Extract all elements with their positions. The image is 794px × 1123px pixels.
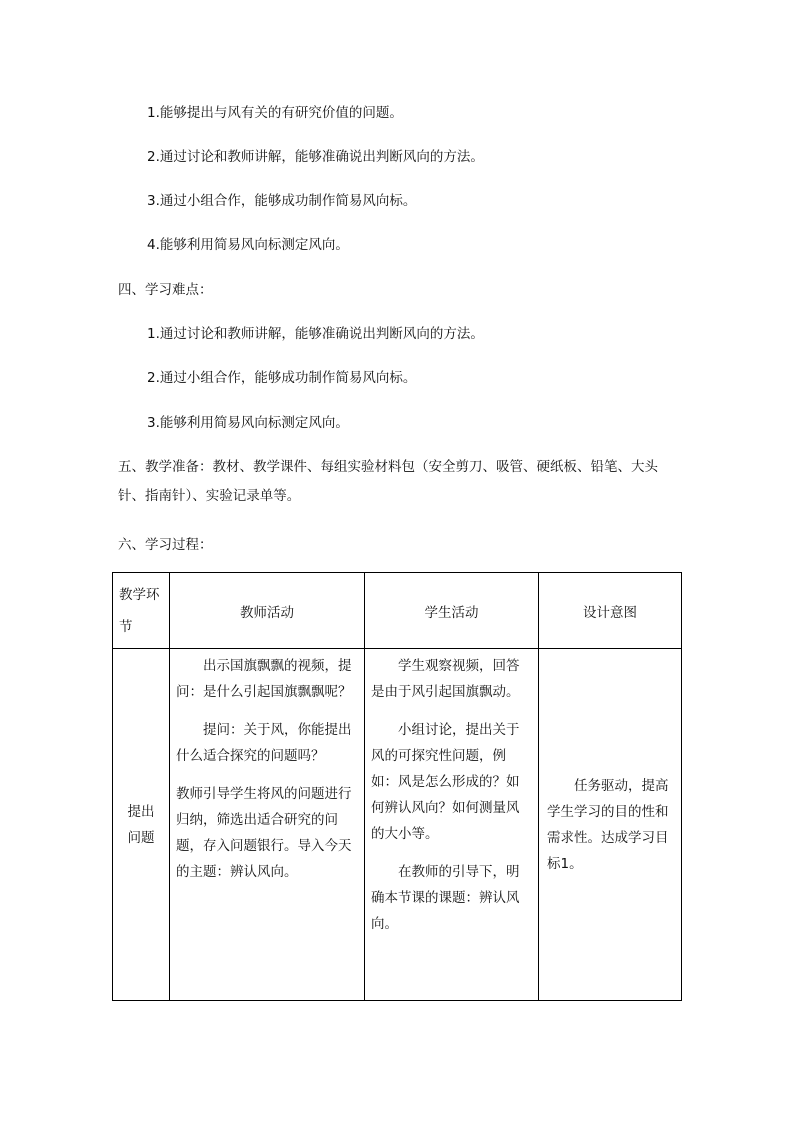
difficulty-3: 3.能够利用简易风向标测定风向。 (147, 415, 349, 431)
design-paragraph: 任务驱动，提高学生学习的目的性和需求性。达成学习目标1。 (547, 777, 669, 872)
lesson-process-table (112, 572, 682, 1001)
design-intent-cell (539, 649, 682, 1001)
teacher-paragraph-3: 教师引导学生将风的问题进行归纳，筛选出适合研究的问题，存入问题银行。导入今天的主题：辨认风向。 (176, 786, 352, 880)
difficulty-1: 1.通过讨论和教师讲解，能够准确说出判断风向的方法。 (147, 326, 484, 342)
table-header-row (113, 573, 682, 649)
student-paragraph-2: 小组讨论，提出关于风的可探究性问题，例如：风是怎么形成的？如何辨认风向？如何测量风的大小等。 (371, 722, 520, 842)
objective-1: 1.能够提出与风有关的有研究价值的问题。 (147, 105, 403, 121)
student-paragraph-3: 在教师的引导下，明确本节课的课题：辨认风向。 (371, 864, 520, 932)
difficulties-heading: 四、学习难点： (118, 282, 213, 298)
header-teacher-activity: 教师活动 (170, 573, 365, 649)
difficulty-2: 2.通过小组合作，能够成功制作简易风向标。 (147, 370, 417, 386)
stage-label: 提出问题 (127, 803, 155, 846)
objective-3: 3.通过小组合作，能够成功制作简易风向标。 (147, 193, 417, 209)
teacher-paragraph-1: 出示国旗飘飘的视频，提问：是什么引起国旗飘飘呢？ (176, 658, 352, 700)
student-activity-cell (365, 649, 539, 1001)
header-student-activity: 学生活动 (365, 573, 539, 649)
student-paragraph-1: 学生观察视频，回答是由于风引起国旗飘动。 (371, 658, 520, 700)
header-stage: 教学环节 (113, 573, 170, 649)
table-row (113, 649, 682, 1001)
objective-2: 2.通过讨论和教师讲解，能够准确说出判断风向的方法。 (147, 149, 484, 165)
teacher-paragraph-2: 提问：关于风，你能提出什么适合探究的问题吗？ (176, 722, 352, 764)
teacher-activity-cell (170, 649, 365, 1001)
header-design-intent: 设计意图 (539, 573, 682, 649)
preparation-paragraph: 五、教学准备：教材、教学课件、每组实验材料包（安全剪刀、吸管、硬纸板、铅笔、大头针、指南针）、实验记录单等。 (118, 459, 658, 504)
process-heading: 六、学习过程： (118, 537, 213, 553)
stage-cell (113, 649, 170, 1001)
objective-4: 4.能够利用简易风向标测定风向。 (147, 237, 349, 253)
